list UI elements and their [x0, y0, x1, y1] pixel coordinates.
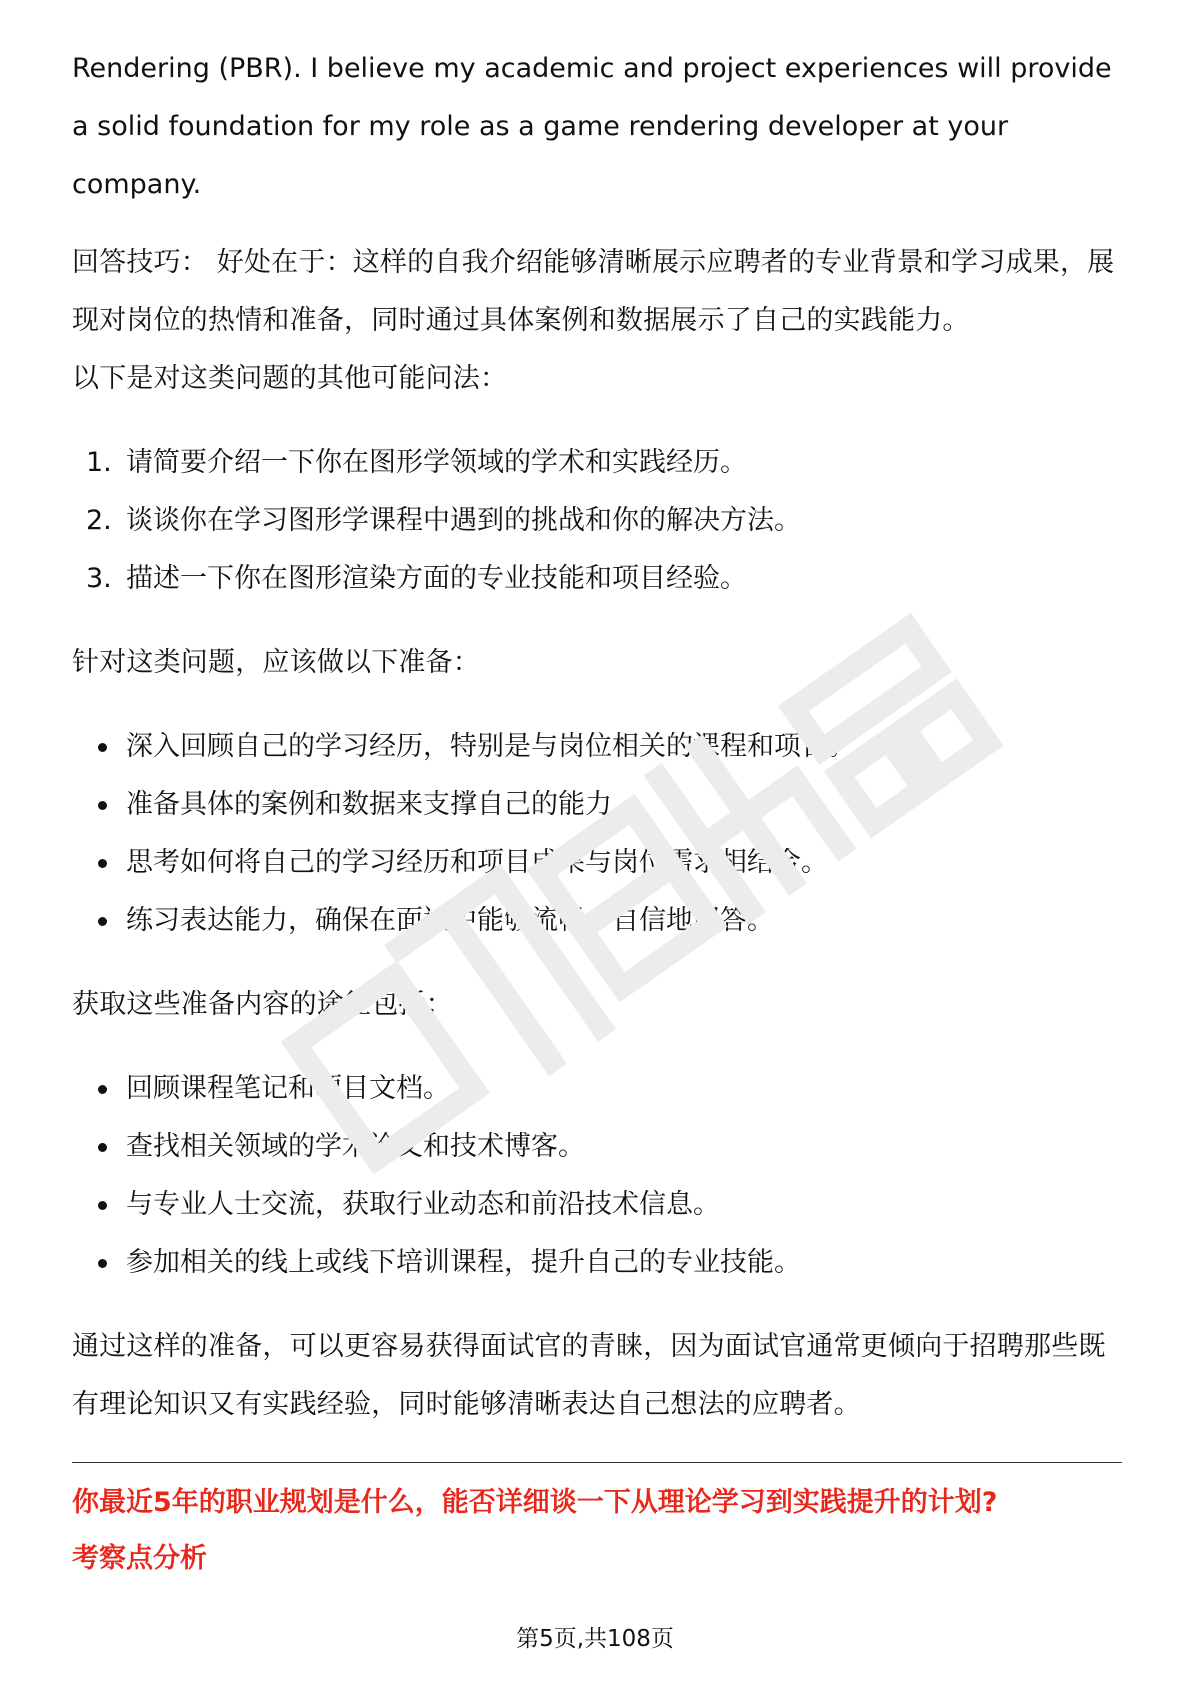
list-number: 1.	[86, 447, 112, 478]
list-item-text: 描述一下你在图形渲染方面的专业技能和项目经验。	[126, 563, 747, 594]
list-item-text: 深入回顾自己的学习经历，特别是与岗位相关的课程和项目。	[126, 731, 855, 762]
list-item	[72, 1234, 1122, 1292]
list-item-text: 参加相关的线上或线下培训课程，提升自己的专业技能。	[126, 1247, 801, 1278]
prep-list	[72, 718, 1122, 950]
list-item-text: 思考如何将自己的学习经历和项目成果与岗位需求相结合。	[126, 847, 828, 878]
list-item	[72, 834, 1122, 892]
conclusion-paragraph: 通过这样的准备，可以更容易获得面试官的青睐，因为面试官通常更倾向于招聘那些既有理论知识又有实践经验，同时能够清晰表达自己想法的应聘者。	[72, 1331, 1106, 1420]
prep-heading: 针对这类问题，应该做以下准备：	[72, 647, 480, 678]
bullet-icon	[98, 1143, 107, 1152]
bullet-icon	[98, 1259, 107, 1268]
analysis-label: 考察点分析	[72, 1543, 207, 1574]
page-content	[72, 40, 1122, 1587]
list-item	[72, 892, 1122, 950]
next-question-title: 你最近5年的职业规划是什么，能否详细谈一下从理论学习到实践提升的计划?	[72, 1487, 998, 1518]
list-item-text: 请简要介绍一下你在图形学领域的学术和实践经历。	[126, 447, 747, 478]
list-item	[72, 1176, 1122, 1234]
list-item-text: 与专业人士交流，获取行业动态和前沿技术信息。	[126, 1189, 720, 1220]
list-item-text: 查找相关领域的学术论文和技术博客。	[126, 1131, 585, 1162]
list-item	[72, 550, 1122, 608]
list-item	[72, 776, 1122, 834]
list-item	[72, 1118, 1122, 1176]
list-item-text: 谈谈你在学习图形学课程中遇到的挑战和你的解决方法。	[126, 505, 801, 536]
list-number: 3.	[86, 563, 112, 594]
list-item-text: 回顾课程笔记和项目文档。	[126, 1073, 450, 1104]
intro-paragraph: Rendering (PBR). I believe my academic and project experiences will provide a solid foundation for my role as a game rendering developer at your company.	[72, 53, 1112, 200]
bullet-icon	[98, 743, 107, 752]
list-item	[72, 1060, 1122, 1118]
tips-paragraph: 回答技巧： 好处在于：这样的自我介绍能够清晰展示应聘者的专业背景和学习成果，展现对岗位的热情和准备，同时通过具体案例和数据展示了自己的实践能力。	[72, 247, 1115, 336]
list-item	[72, 434, 1122, 492]
bullet-icon	[98, 859, 107, 868]
page-footer: 第5页,共108页	[516, 1626, 674, 1652]
list-number: 2.	[86, 505, 112, 536]
bullet-icon	[98, 1085, 107, 1094]
alt-questions-intro: 以下是对这类问题的其他可能问法：	[72, 363, 508, 394]
bullet-icon	[98, 801, 107, 810]
list-item	[72, 718, 1122, 776]
list-item-text: 练习表达能力，确保在面试中能够流畅、自信地回答。	[126, 905, 774, 936]
list-item-text: 准备具体的案例和数据来支撑自己的能力。	[126, 789, 639, 820]
list-item	[72, 492, 1122, 550]
bullet-icon	[98, 1201, 107, 1210]
alt-questions-list	[72, 434, 1122, 608]
source-list	[72, 1060, 1122, 1292]
bullet-icon	[98, 917, 107, 926]
source-heading: 获取这些准备内容的途径包括：	[72, 989, 453, 1020]
